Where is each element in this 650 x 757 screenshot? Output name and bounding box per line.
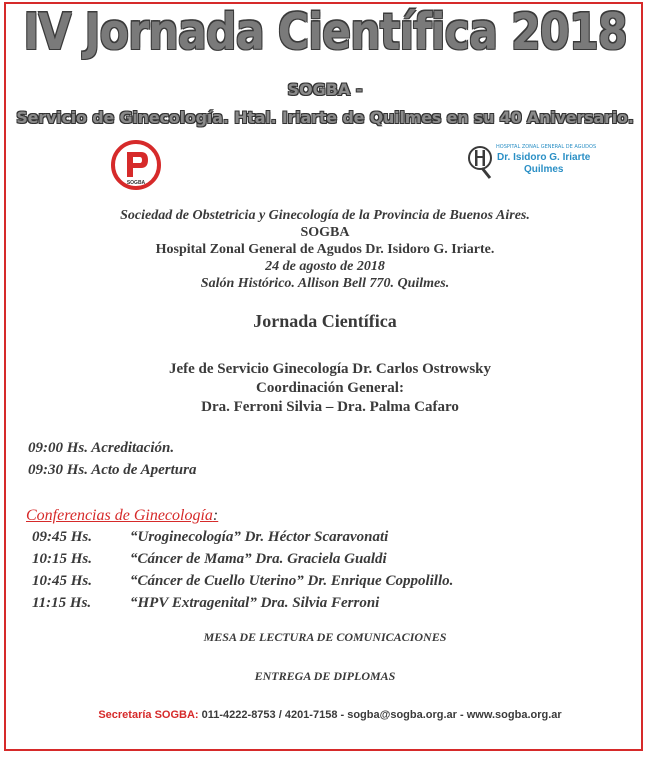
schedule-item: 09:30 Hs. Acto de Apertura bbox=[28, 462, 197, 478]
conference-item bbox=[32, 529, 388, 546]
schedule-item: 09:00 Hs. Acreditación. bbox=[28, 440, 175, 456]
footer-contact-text: 011-4222-8753 / 4201-7158 - sogba@sogba.org.ar - www.sogba.org.ar bbox=[198, 709, 562, 721]
conference-time: 10:15 Hs. bbox=[32, 551, 92, 567]
conference-time: 09:45 Hs. bbox=[32, 529, 92, 545]
hospital-logo-name: Dr. Isidoro G. Iriarte bbox=[497, 152, 591, 163]
acronym-line: SOGBA bbox=[300, 225, 350, 240]
conferences-heading-text: Conferencias de Ginecología bbox=[26, 507, 213, 524]
conference-desc: “Cáncer de Mama” Dra. Graciela Gualdi bbox=[130, 551, 387, 567]
conference-item bbox=[32, 595, 379, 612]
footer-contact bbox=[0, 709, 650, 721]
entrega-line: ENTREGA DE DIPLOMAS bbox=[254, 669, 396, 683]
section-heading: Jornada Científica bbox=[253, 311, 397, 331]
staff-block bbox=[0, 360, 650, 417]
hospital-emblem-icon bbox=[466, 144, 494, 182]
page-title: IV Jornada Científica 2018 bbox=[23, 4, 627, 62]
sogba-logo bbox=[111, 140, 161, 190]
date-line: 24 de agosto de 2018 bbox=[265, 259, 385, 274]
chief-line: Jefe de Servicio Ginecología Dr. Carlos Ostrowsky bbox=[168, 361, 492, 377]
conference-time: 11:15 Hs. bbox=[32, 595, 92, 611]
conference-desc: “Uroginecología” Dr. Héctor Scaravonati bbox=[130, 529, 389, 545]
coordinators-line: Dra. Ferroni Silvia – Dra. Palma Cafaro bbox=[201, 399, 459, 415]
venue-line: Salón Histórico. Allison Bell 770. Quilmes. bbox=[200, 276, 450, 291]
conference-desc: “Cáncer de Cuello Uterino” Dr. Enrique Coppolillo. bbox=[130, 573, 454, 589]
conferences-heading bbox=[26, 507, 218, 525]
hospital-logo bbox=[466, 144, 606, 182]
mesa-line: MESA DE LECTURA DE COMUNICACIONES bbox=[203, 630, 447, 644]
footer-label: Secretaría SOGBA: bbox=[98, 709, 199, 721]
event-info bbox=[0, 207, 650, 292]
conferences-heading-colon: : bbox=[212, 507, 219, 524]
society-line: Sociedad de Obstetricia y Ginecología de la Provincia de Buenos Aires. bbox=[120, 208, 530, 223]
coord-label: Coordinación General: bbox=[256, 380, 404, 396]
hospital-logo-small: HOSPITAL ZONAL GENERAL DE AGUDOS bbox=[496, 144, 597, 150]
subtitle-service: Servicio de Ginecología. Htal. Iriarte de Quilmes en su 40 Aniversario. bbox=[16, 108, 634, 127]
hospital-line: Hospital Zonal General de Agudos Dr. Isidoro G. Iriarte. bbox=[155, 242, 495, 257]
hospital-logo-city: Quilmes bbox=[524, 164, 564, 175]
conference-time: 10:45 Hs. bbox=[32, 573, 92, 589]
conference-item bbox=[32, 551, 387, 568]
subtitle-org: SOGBA - bbox=[287, 80, 363, 99]
conference-item bbox=[32, 573, 453, 590]
conference-desc: “HPV Extragenital” Dra. Silvia Ferroni bbox=[130, 595, 380, 611]
sogba-logo-text: SOGBA bbox=[126, 180, 146, 186]
